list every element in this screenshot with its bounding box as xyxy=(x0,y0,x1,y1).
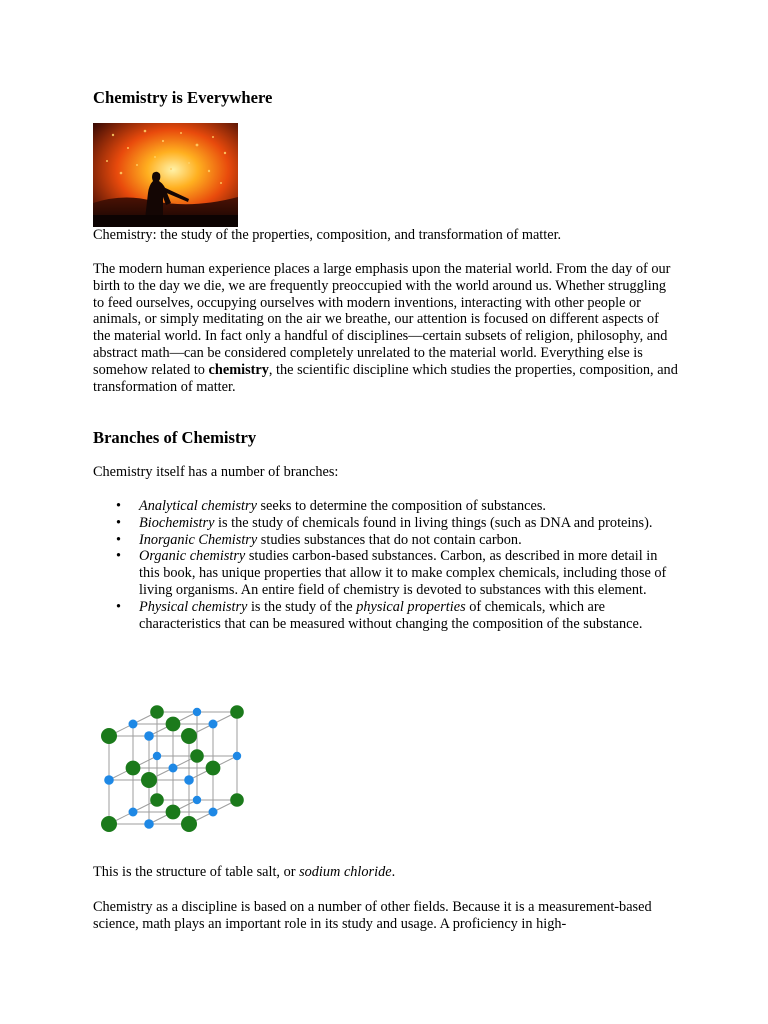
chloride-ion xyxy=(230,793,244,807)
branches-list xyxy=(93,498,678,632)
heading-chemistry-is-everywhere: Chemistry is Everywhere xyxy=(93,88,273,107)
bullet-icon: • xyxy=(116,548,122,565)
chloride-ion xyxy=(166,805,181,820)
bullet-icon: • xyxy=(116,498,122,514)
sodium-ion xyxy=(169,764,178,773)
sodium-ion xyxy=(129,808,138,817)
bullet-icon: • xyxy=(116,598,122,615)
intro-paragraph xyxy=(93,261,678,395)
branch-description: seeks to determine the composition of substances. xyxy=(256,498,546,514)
lattice-atoms xyxy=(101,705,244,832)
chloride-ion xyxy=(181,816,197,832)
figure-caption xyxy=(93,864,678,881)
chloride-ion xyxy=(101,728,117,744)
figure-caption-end: . xyxy=(391,864,396,880)
branch-term: Inorganic Chemistry xyxy=(139,531,258,548)
bullet-icon: • xyxy=(116,514,122,531)
chloride-ion xyxy=(190,749,204,763)
chloride-ion xyxy=(150,793,164,807)
sodium-ion xyxy=(144,819,154,829)
list-item xyxy=(93,498,678,515)
closing-paragraph: Chemistry as a discipline is based on a number of other fields. Because it is a measurement-based science, math plays an important role in its study and usage. A proficiency in high- xyxy=(93,899,652,932)
sodium-ion xyxy=(233,752,241,760)
branch-term: Organic chemistry xyxy=(139,548,246,565)
chloride-ion xyxy=(126,761,141,776)
branch-description: is the study of chemicals found in living things (such as DNA and proteins). xyxy=(214,514,653,531)
list-item xyxy=(93,532,678,549)
figure-caption-text: This is the structure of table salt, or xyxy=(93,864,300,880)
chemistry-bold-term: chemistry xyxy=(208,361,269,378)
branch-term: Physical chemistry xyxy=(139,598,248,615)
list-item xyxy=(93,599,678,633)
physical-properties-term: physical properties xyxy=(356,598,466,615)
list-item xyxy=(93,548,678,598)
chloride-ion xyxy=(141,772,157,788)
sodium-ion xyxy=(184,775,194,785)
sodium-ion xyxy=(153,752,161,760)
heading-branches-of-chemistry: Branches of Chemistry xyxy=(93,428,257,447)
branch-term: Biochemistry xyxy=(139,514,215,531)
branch-description-end: of chemicals, which are characteristics that can be measured without changing the composition of the substance. xyxy=(139,598,643,632)
branch-term: Analytical chemistry xyxy=(139,498,257,514)
chloride-ion xyxy=(206,761,221,776)
list-item xyxy=(93,515,678,532)
chloride-ion xyxy=(181,728,197,744)
nacl-crystal-lattice-diagram xyxy=(93,700,283,862)
branch-description: studies carbon-based substances. Carbon, as described in more detail in this book, has unique properties that allow it to make complex chemicals, including those of living organisms. An entire field of chemistry is devoted to substances with this element. xyxy=(139,548,667,598)
sodium-ion xyxy=(193,796,201,804)
photo-caption: Chemistry: the study of the properties, composition, and transformation of matter. xyxy=(93,227,562,243)
chloride-ion xyxy=(166,717,181,732)
sodium-ion xyxy=(144,731,154,741)
intro-text-end: , the scientific discipline which studies the properties, composition, and transformation of matter. xyxy=(93,361,678,395)
sodium-ion xyxy=(104,775,114,785)
chloride-ion xyxy=(101,816,117,832)
steelworker-furnace-photo xyxy=(93,123,238,227)
bullet-icon: • xyxy=(116,531,122,548)
sodium-ion xyxy=(193,708,201,716)
branches-intro: Chemistry itself has a number of branches: xyxy=(93,464,339,480)
branch-description: is the study of the xyxy=(247,598,357,615)
branch-description: studies substances that do not contain carbon. xyxy=(257,531,522,548)
sodium-chloride-term: sodium chloride xyxy=(299,864,392,880)
chloride-ion xyxy=(230,705,244,719)
intro-text: The modern human experience places a large emphasis upon the material world. From the day of our birth to the day we die, we are frequently preoccupied with the world around us. Whether struggling to feed ourselves, occupying ourselves with modern inventions, interacting with other people or animals, or simply meditating on the air we breathe, our attention is focused on different aspects of the material world. In fact only a handful of disciplines—certain subsets of religion, philosophy, and abstract math—can be considered completely unrelated to the material world. Everything else is somehow related to xyxy=(93,261,671,378)
sodium-ion xyxy=(209,808,218,817)
chloride-ion xyxy=(150,705,164,719)
sodium-ion xyxy=(209,720,218,729)
sodium-ion xyxy=(129,720,138,729)
